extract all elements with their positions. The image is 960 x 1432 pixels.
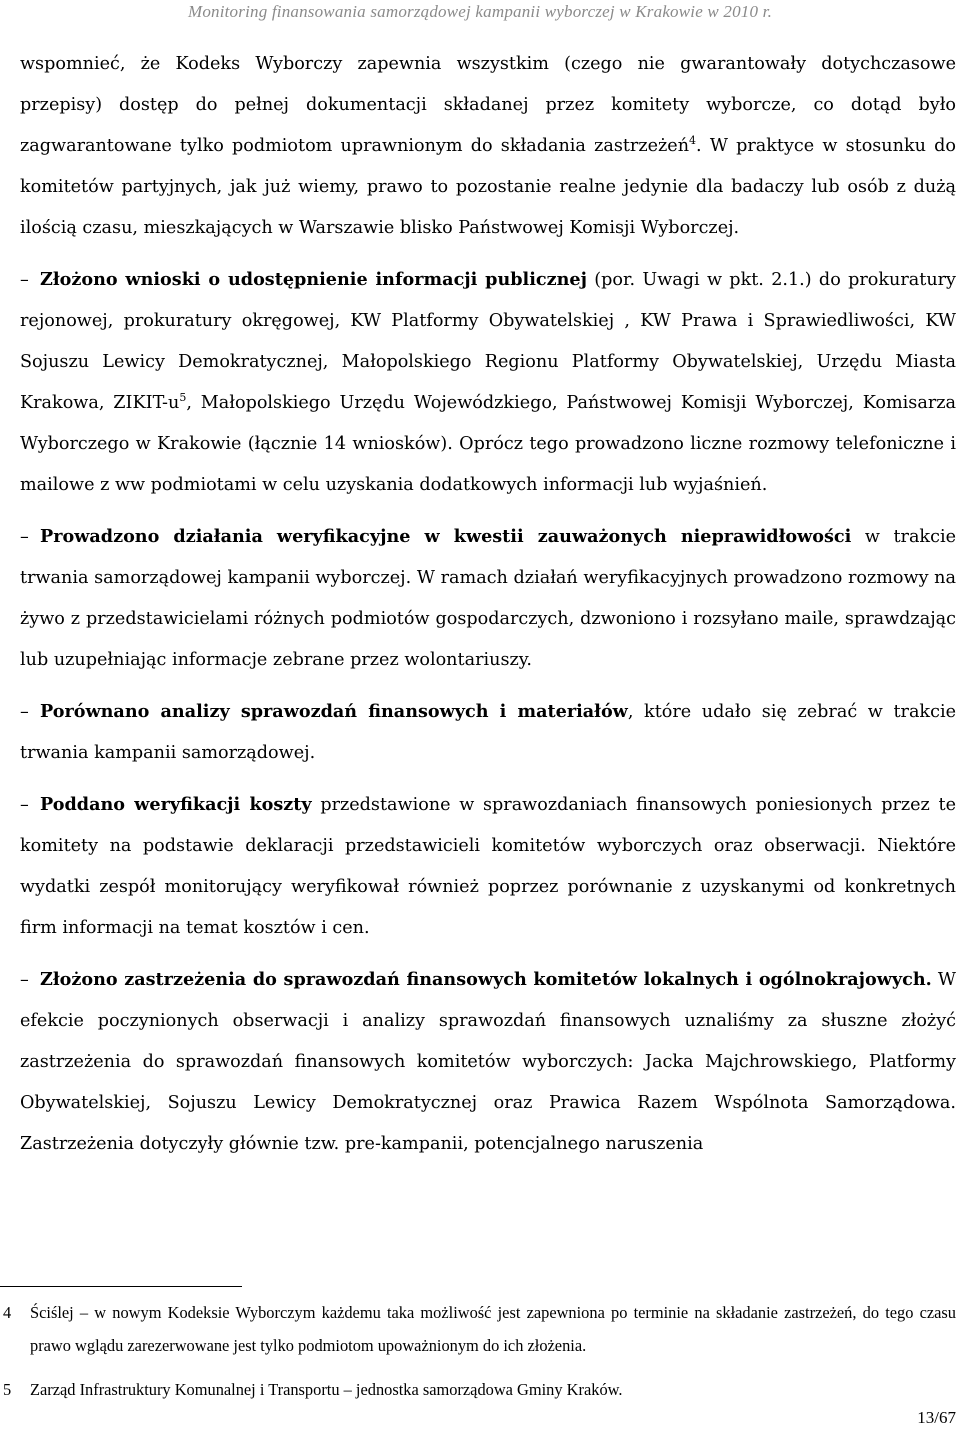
- body-text: [20, 44, 956, 1165]
- list-item-comparison: [20, 691, 956, 774]
- footnote-text: Ściślej – w nowym Kodeksie Wyborczym każdemu taka możliwość jest zapewniona po terminie na składanie zastrzeżeń, do tego czasu prawo wglądu zarezerwowane jest tylko podmiotom upoważnionym do ich złożenia.: [30, 1303, 956, 1355]
- list-item-bold: Poddano weryfikacji koszty: [40, 794, 312, 815]
- intro-text-a: wspomnieć, że Kodeks Wyborczy zapewnia wszystkim (czego nie gwarantowały dotychczasowe przepisy) dostęp do pełnej dokumentacji składanej przez komitety wyborcze, co dotąd było zagwarantowane tylko podmiotom uprawnionym do składania zastrzeżeń: [20, 54, 956, 156]
- footnote-4: [0, 1296, 956, 1362]
- running-header: Monitoring finansowania samorządowej kampanii wyborczej w Krakowie w 2010 r.: [187, 2, 773, 21]
- list-dash: –: [20, 795, 29, 815]
- list-item-bold: Porównano analizy sprawozdań finansowych i materiałów: [40, 701, 628, 722]
- list-item-text-a: w trakcie trwania samorządowej kampanii wyborczej. W ramach działań weryfikacyjnych prowadzono rozmowy na żywo z przedstawicielami różnych podmiotów gospodarczych, dzwoniono i rozsyłano maile, sprawdzając lub uzupełniając informacje zebrane przez wolontariuszy.: [20, 527, 956, 670]
- list-item-information-requests: [20, 259, 956, 506]
- footnote-5: [0, 1373, 956, 1406]
- footnote-number: 4: [3, 1303, 12, 1322]
- intro-text-b: . W praktyce w stosunku do komitetów partyjnych, jak już wiemy, prawo to pozostanie realne jedynie dla badaczy lub osób z dużą ilością czasu, mieszkających w Warszawie blisko Państwowej Komisji Wyborczej.: [20, 136, 956, 238]
- list-item-text-a: (por. Uwagi w pkt. 2.1.) do prokuratury rejonowej, prokuratury okręgowej, KW Platformy Obywatelskiej , KW Prawa i Sprawiedliwości, KW Sojuszu Lewicy Demokratycznej, Małopolskiego Regionu Platformy Obywatelskiej, Urzędu Miasta Krakowa, ZIKIT-u: [20, 270, 956, 413]
- footnote-divider: [0, 1286, 242, 1287]
- list-item-text-a: przedstawione w sprawozdaniach finansowych poniesionych przez te komitety na podstawie deklaracji przedstawicieli komitetów wyborczych oraz obserwacji. Niektóre wydatki zespół monitorujący weryfikował również poprzez porównanie z uzyskanymi od konkretnych firm informacji na temat kosztów i cen.: [20, 795, 956, 938]
- list-item-text-a: W efekcie poczynionych obserwacji i analizy sprawozdań finansowych uznaliśmy za słuszne złożyć zastrzeżenia do sprawozdań finansowych komitetów wyborczych: Jacka Majchrowskiego, Platformy Obywatelskiej, Sojuszu Lewicy Demokratycznej oraz Prawica Razem Wspólnota Samorządowa. Zastrzeżenia dotyczyły głównie tzw. pre-kampanii, potencjalnego naruszenia: [20, 970, 956, 1154]
- list-item-text-b: , Małopolskiego Urzędu Wojewódzkiego, Państwowej Komisji Wyborczej, Komisarza Wyborczego w Krakowie (łącznie 14 wniosków). Oprócz tego prowadzono liczne rozmowy telefoniczne i mailowe z ww podmiotami w celu uzyskania dodatkowych informacji lub wyjaśnień.: [20, 393, 956, 495]
- list-item-text-a: , które udało się zebrać w trakcie trwania kampanii samorządowej.: [20, 702, 956, 763]
- list-item-bold: Złożono wnioski o udostępnienie informacji publicznej: [40, 269, 587, 290]
- footnotes: [0, 1296, 956, 1417]
- list-item-cost-verification: [20, 784, 956, 949]
- footnote-text: Zarząd Infrastruktury Komunalnej i Transportu – jednostka samorządowa Gminy Kraków.: [30, 1380, 623, 1399]
- footnote-ref-5[interactable]: 5: [179, 391, 187, 405]
- footnote-ref-4[interactable]: 4: [689, 134, 697, 148]
- list-item-objections: [20, 959, 956, 1165]
- list-dash: –: [20, 970, 29, 990]
- list-item-bold: Prowadzono działania weryfikacyjne w kwestii zauważonych nieprawidłowości: [40, 526, 852, 547]
- page-number: 13/67: [917, 1408, 956, 1427]
- list-dash: –: [20, 527, 29, 547]
- footnote-number: 5: [3, 1380, 12, 1399]
- list-item-bold: Złożono zastrzeżenia do sprawozdań finansowych komitetów lokalnych i ogólnokrajowych.: [40, 969, 932, 990]
- intro-paragraph: [20, 44, 956, 249]
- list-item-verification: [20, 516, 956, 681]
- list-dash: –: [20, 702, 29, 722]
- list-dash: –: [20, 270, 29, 290]
